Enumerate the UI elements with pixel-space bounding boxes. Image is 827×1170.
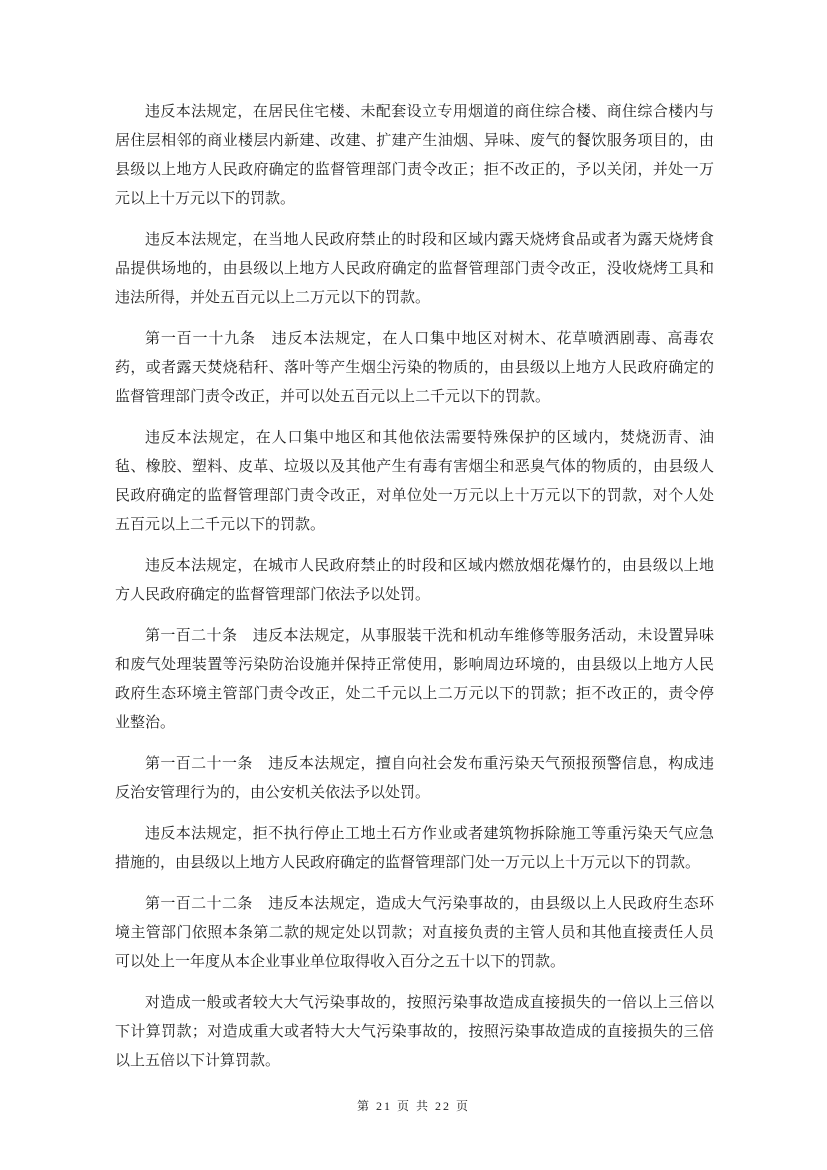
paragraph: 违反本法规定，在人口集中地区和其他依法需要特殊保护的区域内，焚烧沥青、油毡、橡胶、塑料、皮革、垃圾以及其他产生有毒有害烟尘和恶臭气体的物质的，由县级人民政府确定的监督管理部门责令改正，对单位处一万元以上十万元以下的罚款，对个人处五百元以上二千元以下的罚款。 [115, 430, 714, 533]
paragraph: 对造成一般或者较大大气污染事故的，按照污染事故造成直接损失的一倍以上三倍以下计算罚款；对造成重大或者特大大气污染事故的，按照污染事故造成的直接损失的三倍以上五倍以下计算罚款。 [115, 995, 714, 1069]
paragraph: 第一百二十二条 违反本法规定，造成大气污染事故的，由县级以上人民政府生态环境主管部门依照本条第二款的规定处以罚款；对直接负责的主管人员和其他直接责任人员可以处上一年度从本企业事业单位取得收入百分之五十以下的罚款。 [115, 896, 714, 970]
page-number-label: 第 21 页 共 22 页 [356, 1099, 470, 1113]
paragraph: 第一百二十一条 违反本法规定，擅自向社会发布重污染天气预报预警信息，构成违反治安管理行为的，由公安机关依法予以处罚。 [115, 756, 714, 801]
paragraph: 违反本法规定，在当地人民政府禁止的时段和区域内露天烧烤食品或者为露天烧烤食品提供场地的，由县级以上地方人民政府确定的监督管理部门责令改正，没收烧烤工具和违法所得，并处五百元以上二万元以下的罚款。 [115, 232, 714, 306]
paragraph: 第一百二十条 违反本法规定，从事服装干洗和机动车维修等服务活动，未设置异味和废气处理装置等污染防治设施并保持正常使用，影响周边环境的，由县级以上地方人民政府生态环境主管部门责令改正，处二千元以上二万元以下的罚款；拒不改正的，责令停业整治。 [115, 628, 714, 731]
paragraph: 违反本法规定，在城市人民政府禁止的时段和区域内燃放烟花爆竹的，由县级以上地方人民政府确定的监督管理部门依法予以处罚。 [115, 558, 714, 603]
paragraph: 第一百一十九条 违反本法规定，在人口集中地区对树木、花草喷洒剧毒、高毒农药，或者露天焚烧秸秆、落叶等产生烟尘污染的物质的，由县级以上地方人民政府确定的监督管理部门责令改正，并可以处五百元以上二千元以下的罚款。 [115, 331, 714, 405]
page-body-text [115, 98, 714, 1088]
paragraph: 违反本法规定，拒不执行停止工地土石方作业或者建筑物拆除施工等重污染天气应急措施的，由县级以上地方人民政府确定的监督管理部门处一万元以上十万元以下的罚款。 [115, 826, 714, 871]
paragraph: 违反本法规定，在居民住宅楼、未配套设立专用烟道的商住综合楼、商住综合楼内与居住层相邻的商业楼层内新建、改建、扩建产生油烟、异味、废气的餐饮服务项目的，由县级以上地方人民政府确定的监督管理部门责令改正；拒不改正的，予以关闭，并处一万元以上十万元以下的罚款。 [115, 104, 714, 207]
page-footer [0, 1097, 827, 1114]
